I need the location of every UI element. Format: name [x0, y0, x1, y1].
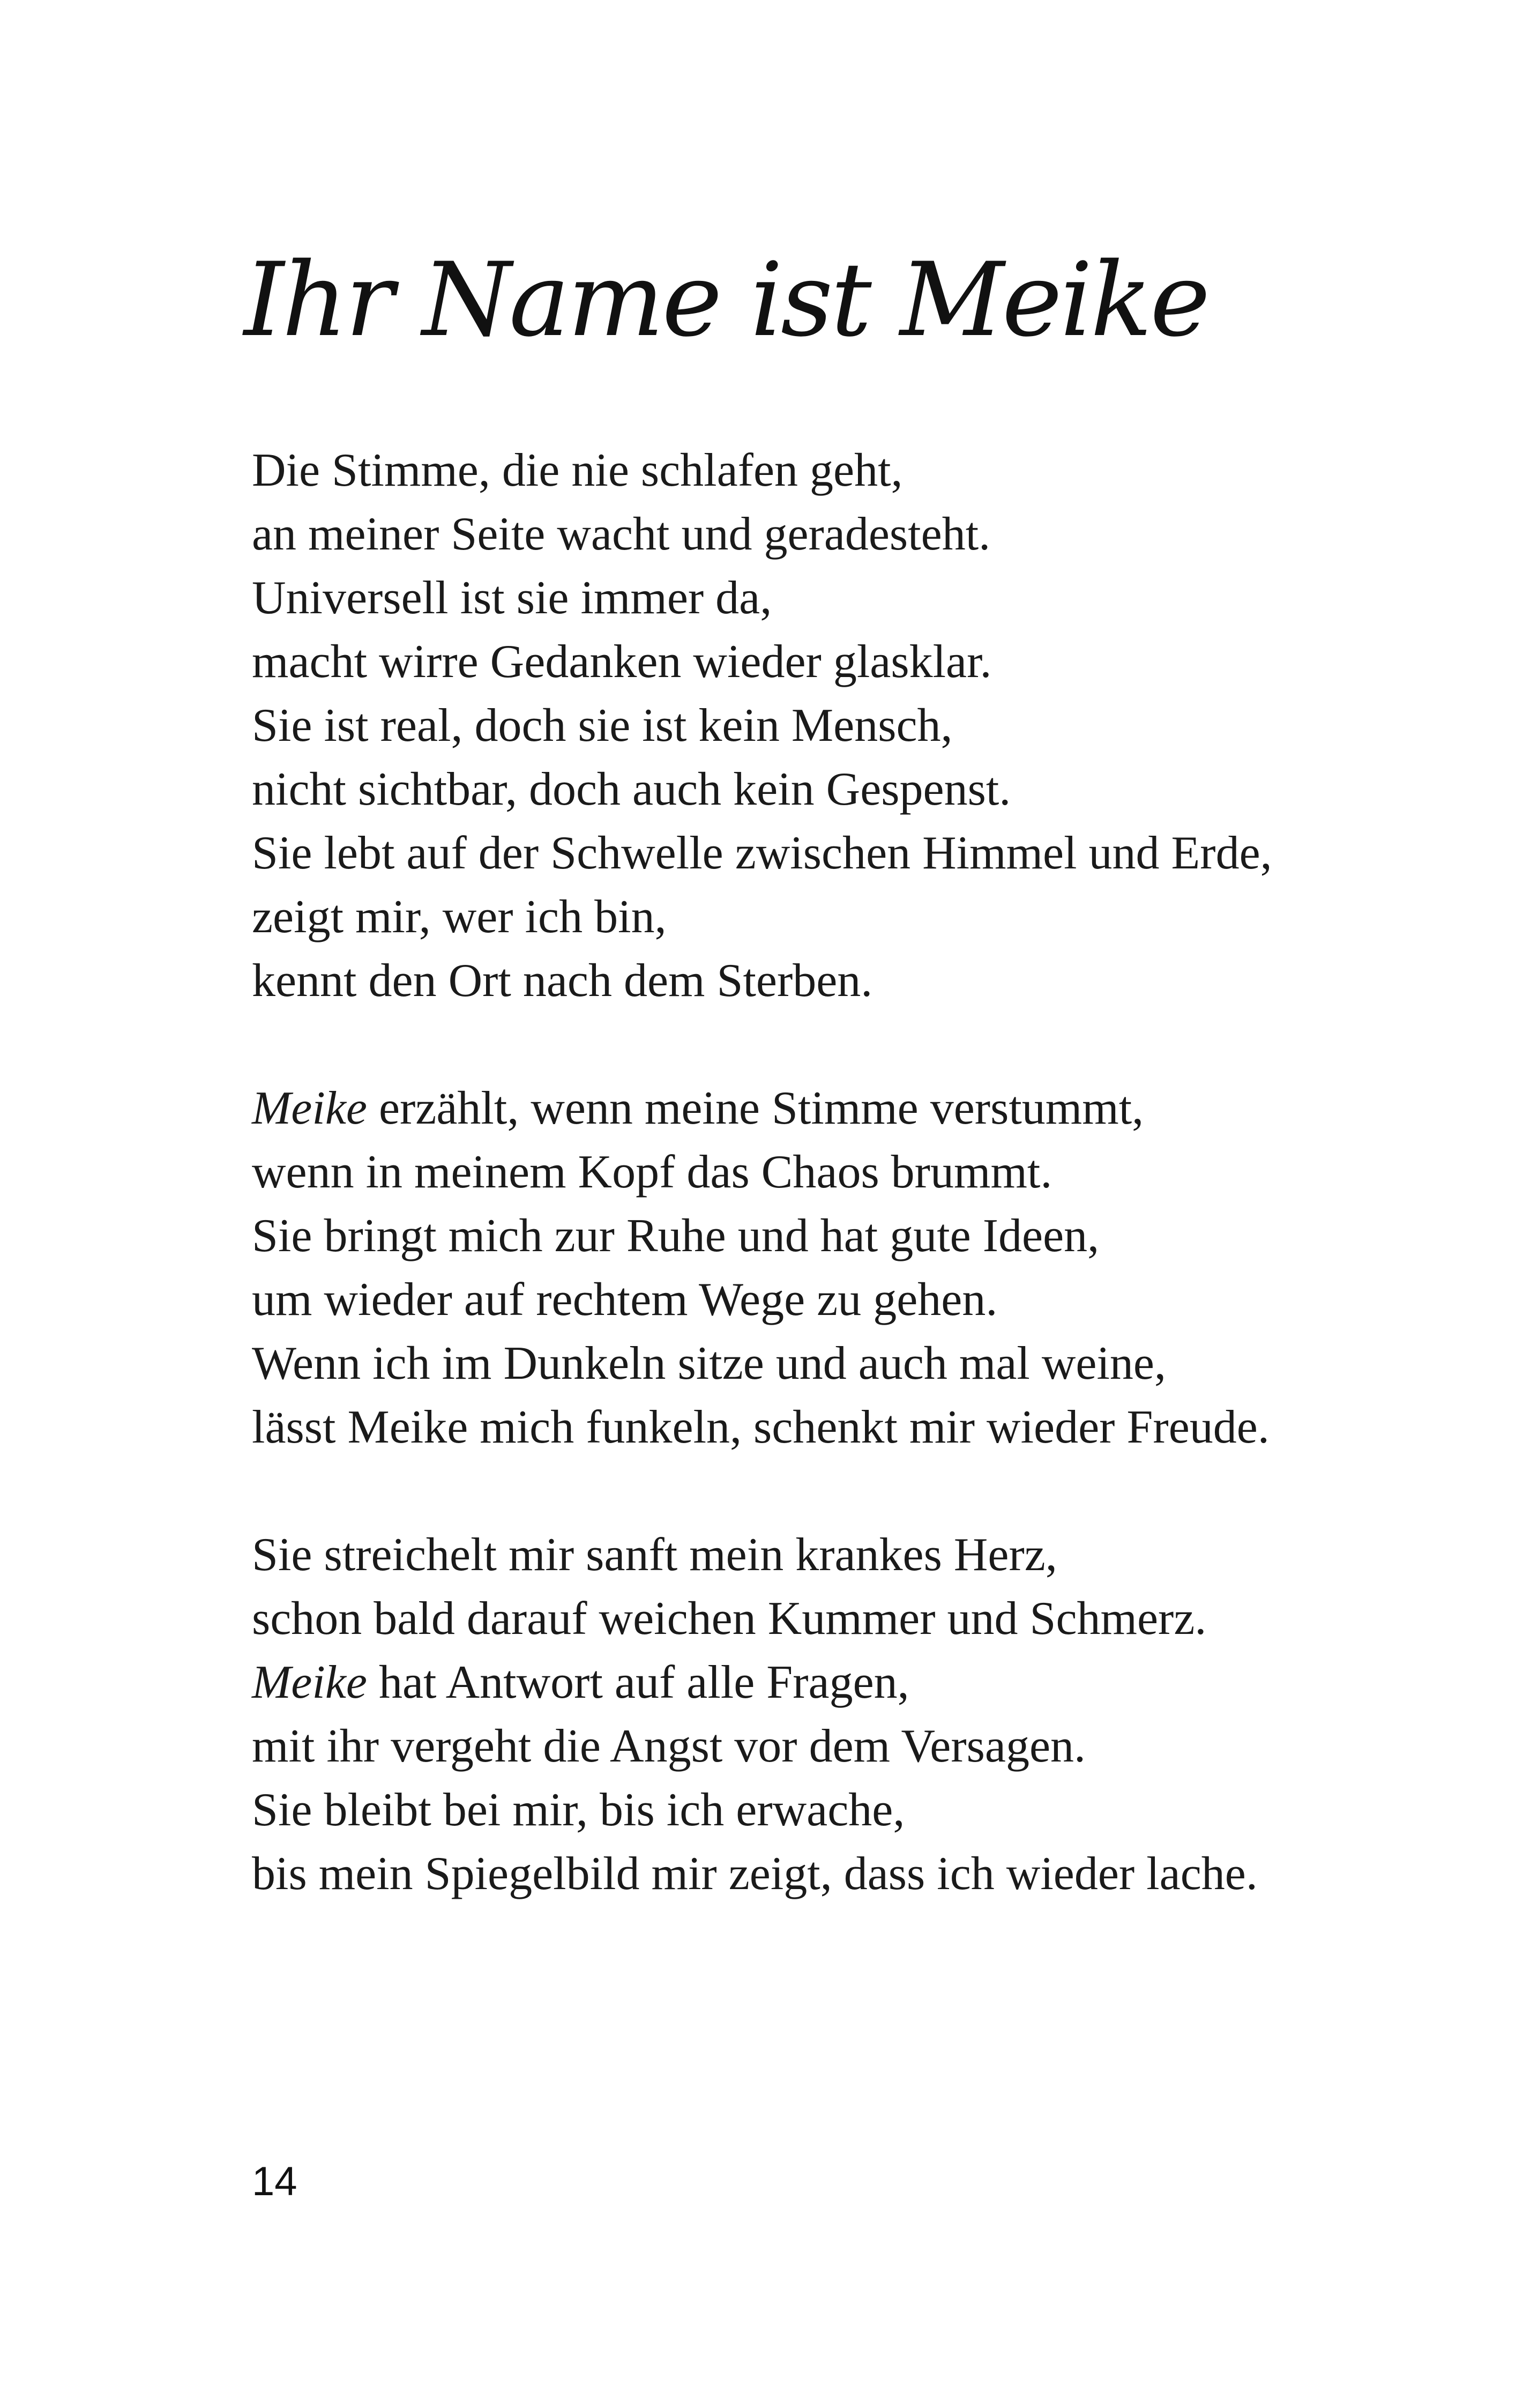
poem-title: Ihr Name ist Meike — [244, 241, 1208, 359]
poem-line — [252, 694, 1377, 757]
line-text: Die Stimme, die nie schlafen geht, — [252, 444, 903, 496]
line-text: zeigt mir, wer ich bin, — [252, 891, 667, 943]
poem-line — [252, 757, 1377, 821]
line-text: macht wirre Gedanken wieder glasklar. — [252, 636, 992, 688]
line-emphasis: Meike — [252, 1082, 367, 1134]
line-text: Universell ist sie immer da, — [252, 572, 772, 624]
page-number: 14 — [252, 2159, 297, 2204]
line-text: Sie ist real, doch sie ist kein Mensch, — [252, 700, 953, 752]
line-text: Sie bringt mich zur Ruhe und hat gute Ideen, — [252, 1210, 1100, 1262]
poem-line — [252, 566, 1377, 630]
poem-line — [252, 1651, 1377, 1714]
poem-line — [252, 1778, 1377, 1842]
poem-line — [252, 1587, 1377, 1651]
poem-line — [252, 502, 1377, 566]
poem-line — [252, 949, 1377, 1013]
poem-line — [252, 1332, 1377, 1395]
poem-line — [252, 1395, 1377, 1459]
line-text: Sie lebt auf der Schwelle zwischen Himmel und Erde, — [252, 827, 1272, 879]
line-text: lässt Meike mich funkeln, schenkt mir wieder Freude. — [252, 1401, 1270, 1453]
poem-line — [252, 1268, 1377, 1332]
poem-line — [252, 630, 1377, 694]
poem-line — [252, 1076, 1377, 1140]
stanza — [252, 1523, 1377, 1906]
stanza — [252, 439, 1377, 1013]
line-text: bis mein Spiegelbild mir zeigt, dass ich wieder lache. — [252, 1848, 1258, 1900]
poem-line — [252, 1842, 1377, 1906]
line-emphasis: Meike — [252, 1656, 367, 1708]
line-text: erzählt, wenn meine Stimme verstummt, — [367, 1082, 1144, 1134]
stanza — [252, 1076, 1377, 1459]
poem-line — [252, 885, 1377, 949]
line-text: um wieder auf rechtem Wege zu gehen. — [252, 1274, 998, 1326]
poem-line — [252, 1204, 1377, 1268]
poem-body — [252, 439, 1377, 1969]
line-text: Wenn ich im Dunkeln sitze und auch mal weine, — [252, 1337, 1166, 1389]
poem-line — [252, 1140, 1377, 1204]
line-text: Sie bleibt bei mir, bis ich erwache, — [252, 1784, 905, 1836]
line-text: nicht sichtbar, doch auch kein Gespenst. — [252, 763, 1011, 815]
line-text: Sie streichelt mir sanft mein krankes Herz, — [252, 1529, 1057, 1581]
line-text: mit ihr vergeht die Angst vor dem Versagen. — [252, 1720, 1086, 1772]
poem-line — [252, 821, 1377, 885]
line-text: hat Antwort auf alle Fragen, — [367, 1656, 909, 1708]
poem-line — [252, 439, 1377, 502]
line-text: an meiner Seite wacht und geradesteht. — [252, 508, 991, 560]
poem-line — [252, 1714, 1377, 1778]
line-text: kennt den Ort nach dem Sterben. — [252, 955, 873, 1007]
line-text: wenn in meinem Kopf das Chaos brummt. — [252, 1146, 1052, 1198]
poem-line — [252, 1523, 1377, 1587]
line-text: schon bald darauf weichen Kummer und Schmerz. — [252, 1593, 1207, 1645]
